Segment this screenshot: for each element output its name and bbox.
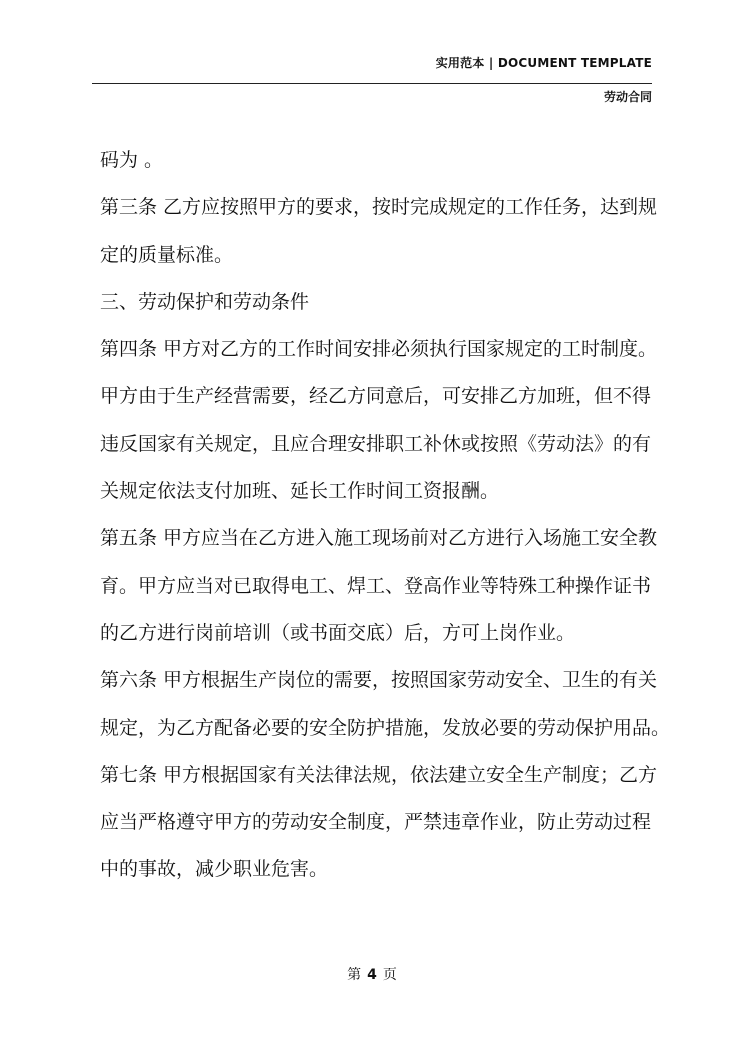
document-body bbox=[100, 137, 671, 894]
body-line: 第七条 甲方根据国家有关法律法规，依法建立安全生产制度；乙方 bbox=[100, 763, 658, 786]
body-line: 码为 。 bbox=[100, 149, 164, 171]
body-line: 育。甲方应当对已取得电工、焊工、登高作业等特殊工种操作证书 bbox=[100, 574, 652, 597]
body-line: 应当严格遵守甲方的劳动安全制度，严禁违章作业，防止劳动过程 bbox=[100, 811, 652, 834]
body-line: 第三条 乙方应按照甲方的要求，按时完成规定的工作任务，达到规 bbox=[100, 196, 658, 219]
body-line: 定的质量标准。 bbox=[100, 243, 234, 266]
body-line: 的乙方进行岗前培训（或书面交底）后，方可上岗作业。 bbox=[100, 621, 576, 644]
body-line: 第六条 甲方根据生产岗位的需要，按照国家劳动安全、卫生的有关 bbox=[100, 669, 658, 692]
body-line: 规定，为乙方配备必要的安全防护措施，发放必要的劳动保护用品。 bbox=[100, 716, 671, 739]
page-label-prefix: 第 bbox=[347, 967, 362, 983]
page-number: 4 bbox=[367, 967, 377, 983]
body-line: 违反国家有关规定，且应合理安排职工补休或按照《劳动法》的有 bbox=[100, 432, 652, 455]
page-label-suffix: 页 bbox=[382, 967, 397, 983]
body-line: 中的事故，减少职业危害。 bbox=[100, 858, 329, 881]
header-subtitle: 劳动合同 bbox=[603, 90, 652, 104]
body-line: 第四条 甲方对乙方的工作时间安排必须执行国家规定的工时制度。 bbox=[100, 338, 658, 361]
body-line: 甲方由于生产经营需要，经乙方同意后，可安排乙方加班，但不得 bbox=[100, 385, 652, 408]
page-footer bbox=[0, 964, 744, 984]
body-line: 第五条 甲方应当在乙方进入施工现场前对乙方进行入场施工安全教 bbox=[100, 527, 658, 550]
body-line: 关规定依法支付加班、延长工作时间工资报酬。 bbox=[100, 480, 500, 503]
header-title: 实用范本 | DOCUMENT TEMPLATE bbox=[435, 56, 652, 70]
section-heading: 三、劳动保护和劳动条件 bbox=[100, 290, 310, 313]
header-divider bbox=[92, 83, 652, 84]
